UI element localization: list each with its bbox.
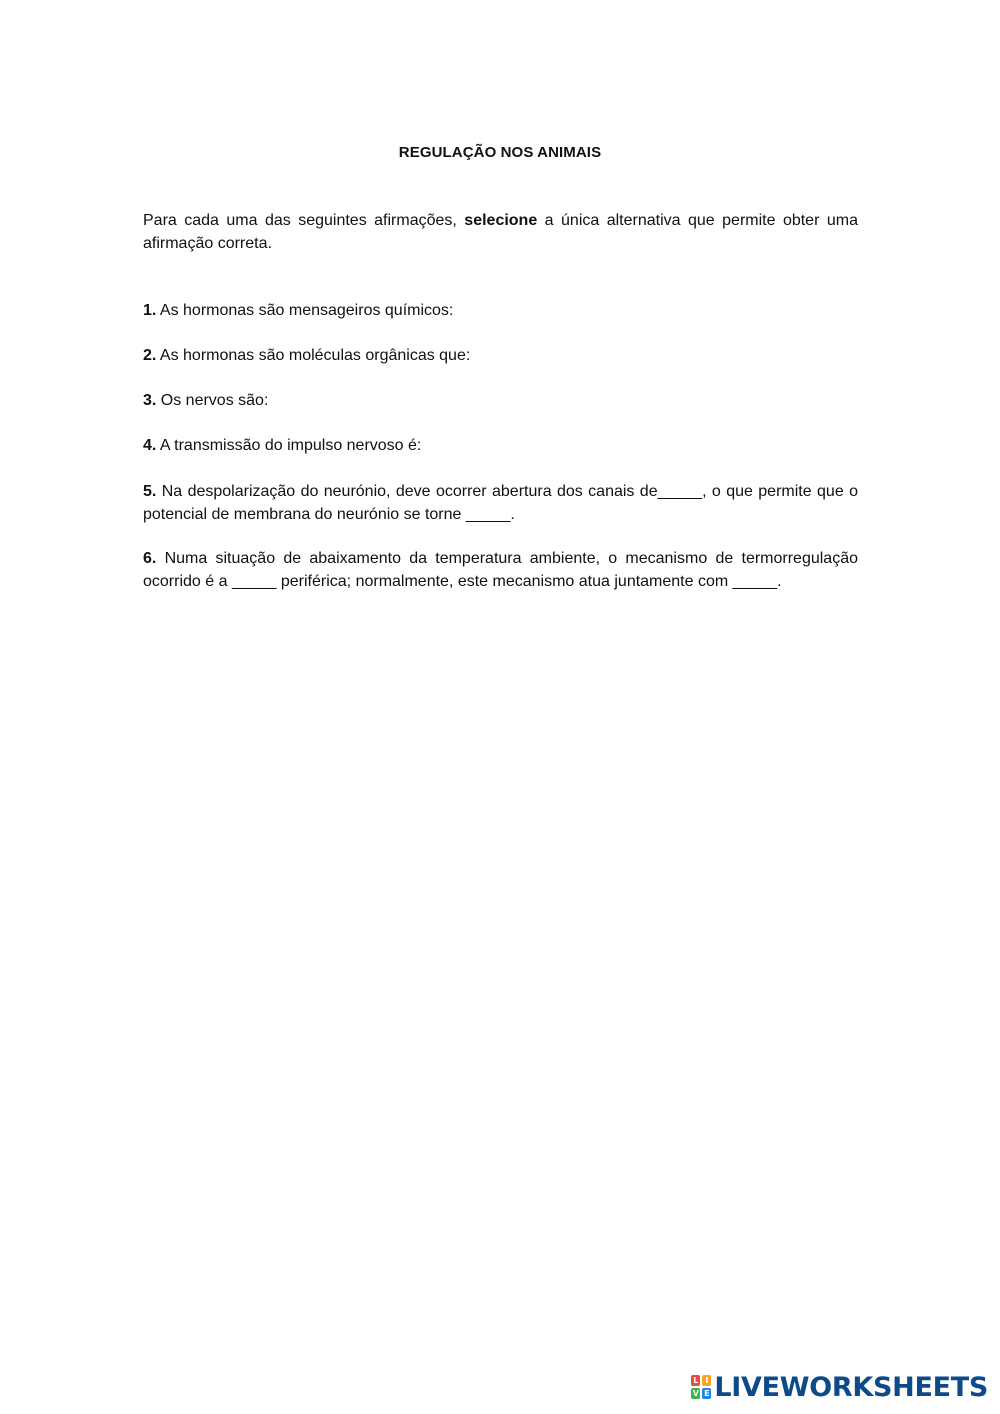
logo-block: I <box>702 1375 711 1386</box>
question-text: Os nervos são: <box>156 392 269 409</box>
instructions <box>143 209 858 255</box>
question-text: Numa situação de abaixamento da temperatura ambiente, o mecanismo de termorregulação ocorrido é a _____ periférica; normalmente, este mecanismo atua juntamente com _____. <box>143 550 858 590</box>
question-1 <box>143 299 858 322</box>
question-number: 2. <box>143 347 157 364</box>
question-number: 6. <box>143 550 157 567</box>
liveworksheets-logo <box>691 1372 988 1402</box>
logo-block: V <box>692 1389 699 1398</box>
question-3 <box>143 389 858 412</box>
question-number: 5. <box>143 483 157 500</box>
question-text: A transmissão do impulso nervoso é: <box>156 437 422 454</box>
instructions-text-start: Para cada uma das seguintes afirmações, <box>143 212 465 229</box>
logo-block: E <box>704 1389 710 1398</box>
logo-block: L <box>693 1376 699 1385</box>
instructions-text-end: a única alternativa que permite obter uma afirmação correta. <box>143 212 858 252</box>
question-2 <box>143 344 858 367</box>
question-text: As hormonas são mensageiros químicos: <box>156 302 454 319</box>
question-6 <box>143 547 858 593</box>
question-text: Na despolarização do neurónio, deve ocorrer abertura dos canais de_____, o que permite que o potencial de membrana do neurónio se torne _____. <box>143 483 858 523</box>
question-number: 3. <box>143 392 157 409</box>
instructions-emphasis: selecione <box>464 212 538 229</box>
question-number: 1. <box>143 302 157 319</box>
question-4 <box>143 434 858 457</box>
question-text: As hormonas são moléculas orgânicas que: <box>156 347 471 364</box>
question-5 <box>143 480 858 526</box>
logo-blocks-icon <box>691 1375 711 1399</box>
page-title: REGULAÇÃO NOS ANIMAIS <box>398 144 602 161</box>
question-number: 4. <box>143 437 157 454</box>
logo-text: LIVEWORKSHEETS <box>714 1371 988 1403</box>
